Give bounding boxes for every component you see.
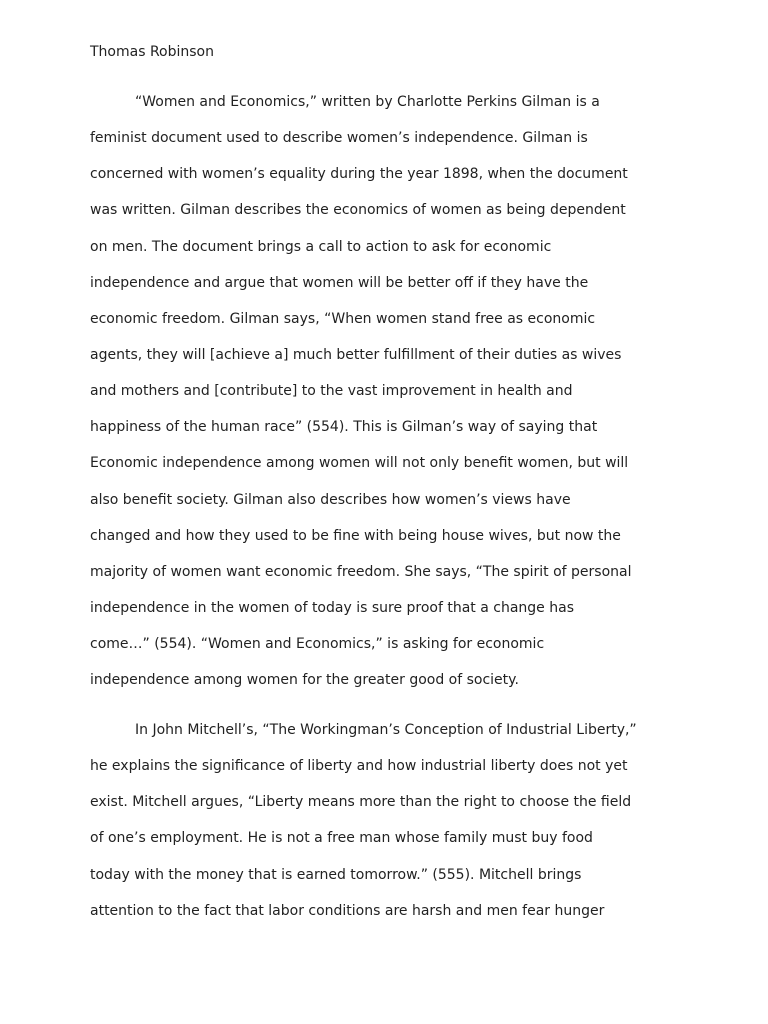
text-line: attention to the fact that labor conditions are harsh and men fear hunger	[90, 902, 605, 919]
text-line: independence in the women of today is sure proof that a change has	[90, 599, 574, 616]
text-line: and mothers and [contribute] to the vast improvement in health and	[90, 383, 573, 400]
text-line: also benefit society. Gilman also describes how women’s views have	[90, 491, 571, 508]
text-line: agents, they will [achieve a] much better fulfillment of their duties as wives	[90, 346, 622, 363]
text-line: Economic independence among women will not only benefit women, but will	[90, 455, 629, 472]
text-line: “Women and Economics,” written by Charlotte Perkins Gilman is a	[135, 94, 600, 110]
text-line: In John Mitchell’s, “The Workingman’s Conception of Industrial Liberty,”	[135, 722, 637, 738]
text-line: majority of women want economic freedom. She says, “The spirit of personal	[90, 563, 632, 580]
paragraph-1	[90, 92, 631, 706]
paragraph-2	[90, 720, 637, 937]
text-line: changed and how they used to be fine with being house wives, but now the	[90, 527, 621, 544]
text-line: come…” (554). “Women and Economics,” is asking for economic	[90, 636, 545, 653]
text-line: happiness of the human race” (554). This is Gilman’s way of saying that	[90, 419, 598, 436]
text-line: independence among women for the greater good of society.	[90, 672, 519, 689]
text-line: concerned with women’s equality during the year 1898, when the document	[90, 166, 628, 183]
text-line: he explains the significance of liberty and how industrial liberty does not yet	[90, 758, 628, 775]
text-line: feminist document used to describe women’s independence. Gilman is	[90, 130, 588, 147]
text-line: exist. Mitchell argues, “Liberty means more than the right to choose the field	[90, 794, 632, 811]
text-line: economic freedom. Gilman says, “When women stand free as economic	[90, 310, 596, 327]
author-name: Thomas Robinson	[90, 44, 214, 60]
text-line: on men. The document brings a call to action to ask for economic	[90, 238, 552, 255]
text-line: independence and argue that women will be better off if they have the	[90, 274, 589, 291]
text-line: of one’s employment. He is not a free man whose family must buy food	[90, 830, 593, 847]
text-line: today with the money that is earned tomorrow.” (555). Mitchell brings	[90, 866, 582, 883]
text-line: was written. Gilman describes the economics of women as being dependent	[90, 202, 626, 219]
